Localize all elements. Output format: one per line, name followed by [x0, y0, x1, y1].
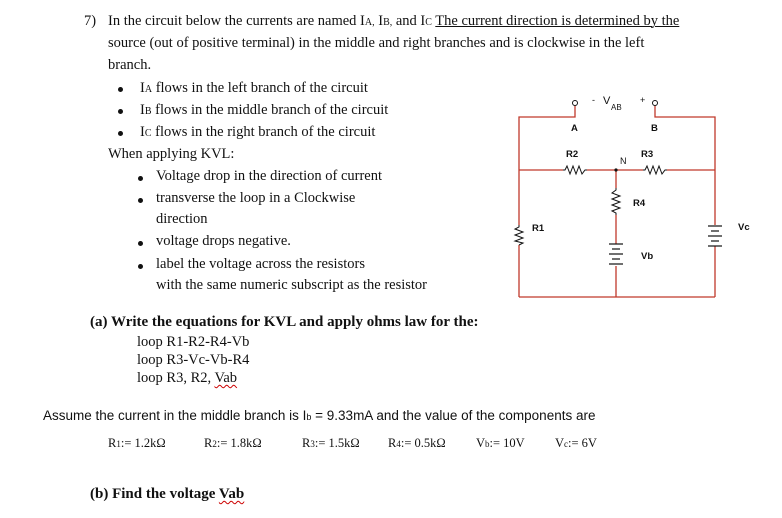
label-n: N: [620, 156, 627, 166]
bullet-text: flows in the right branch of the circuit: [151, 124, 376, 140]
bullet-I: I: [140, 102, 145, 118]
kvl-rule-2: transverse the loop in a Clockwise: [156, 190, 356, 206]
bullet-text: flows in the middle branch of the circuit: [151, 102, 389, 118]
intro-line-2: source (out of positive terminal) in the middle and right branches and is clockwise in the left: [108, 35, 645, 51]
circuit-wires: [519, 106, 715, 297]
comp-value: := 10V: [489, 436, 525, 450]
label-r3: R3: [641, 149, 654, 160]
comp-sub: c: [564, 439, 569, 449]
terminal-b: [653, 101, 658, 106]
resistor-r4: [612, 188, 620, 215]
assumption-sub: b: [306, 412, 312, 422]
kvl-rule-1: Voltage drop in the direction of current: [156, 168, 383, 184]
label-r4: R4: [633, 198, 646, 209]
part-a-title: (a) Write the equations for KVL and apply ohms law for the:: [90, 314, 479, 330]
comp-value: := 1.2kΩ: [120, 436, 166, 450]
comp-sub: b: [485, 439, 490, 449]
comp-name: R: [388, 436, 397, 450]
comp-sub: 1: [116, 439, 121, 449]
question-number: 7): [84, 13, 97, 29]
label-a: A: [571, 123, 578, 134]
kvl-rule-4-cont: with the same numeric subscript as the resistor: [156, 277, 428, 293]
assumption-pre: Assume the current in the middle branch is I: [43, 408, 307, 423]
kvl-rule-2-cont: direction: [156, 211, 208, 227]
part-b-text: (b) Find the voltage: [90, 486, 219, 502]
comp-value: := 0.5kΩ: [400, 436, 446, 450]
bullet-text: flows in the left branch of the circuit: [152, 80, 368, 96]
label-ab: AB: [611, 103, 622, 112]
comp-name: R: [108, 436, 117, 450]
label-plus: +: [640, 95, 646, 105]
terminal-a: [573, 101, 578, 106]
resistor-r3: [643, 166, 667, 174]
comp-name: V: [476, 436, 486, 450]
bullet-sub: B: [144, 106, 152, 117]
subscript-a: A,: [364, 17, 375, 28]
loop-1: loop R1-R2-R4-Vb: [137, 334, 250, 350]
comp-sub: 3: [310, 439, 315, 449]
bullet-I: I: [140, 80, 145, 96]
loop-2: loop R3-Vc-Vb-R4: [137, 352, 250, 368]
label-minus: -: [592, 95, 595, 105]
comp-value: := 1.8kΩ: [216, 436, 262, 450]
comp-name: V: [555, 436, 565, 450]
comp-name: R: [302, 436, 311, 450]
assumption-post: = 9.33mA and the value of the components are: [311, 408, 596, 423]
label-r1: R1: [532, 223, 545, 234]
subscript-b: B,: [383, 17, 393, 28]
comp-sub: 2: [212, 439, 217, 449]
intro-line-3: branch.: [108, 57, 152, 73]
intro-text-a: In the circuit below the currents are named I: [108, 13, 365, 29]
node-n: [614, 168, 617, 171]
resistor-r1: [515, 225, 523, 245]
label-r2: R2: [566, 149, 579, 160]
resistor-r2: [563, 166, 587, 174]
part-b-vab: Vab: [218, 486, 245, 502]
label-v: V: [603, 95, 611, 107]
intro-I-letter-b: I: [378, 13, 384, 29]
wire-top-right: [655, 106, 715, 225]
comp-value: := 1.5kΩ: [314, 436, 360, 450]
kvl-heading: When applying KVL:: [108, 146, 235, 162]
bullet-sub: C: [144, 128, 152, 139]
label-vc: Vc: [738, 222, 750, 233]
comp-sub: 4: [396, 439, 401, 449]
loop-3-text: loop R3, R2,: [137, 370, 215, 386]
kvl-rule-4: label the voltage across the resistors: [156, 256, 365, 272]
comp-value: := 6V: [568, 436, 597, 450]
bullet-sub: A: [144, 84, 153, 95]
label-vb: Vb: [641, 251, 654, 262]
comp-name: R: [204, 436, 213, 450]
kvl-rule-3: voltage drops negative.: [156, 233, 291, 249]
battery-vb: [609, 244, 623, 264]
intro-and-text: and I: [395, 13, 426, 29]
battery-vc: [708, 226, 722, 246]
subscript-c: C: [425, 17, 432, 28]
label-b: B: [651, 123, 658, 134]
wire-top-left: [519, 106, 575, 225]
loop-3-vab: Vab: [214, 370, 238, 386]
intro-text-direction: The current direction is determined by the: [435, 13, 680, 29]
bullet-I: I: [140, 124, 145, 140]
